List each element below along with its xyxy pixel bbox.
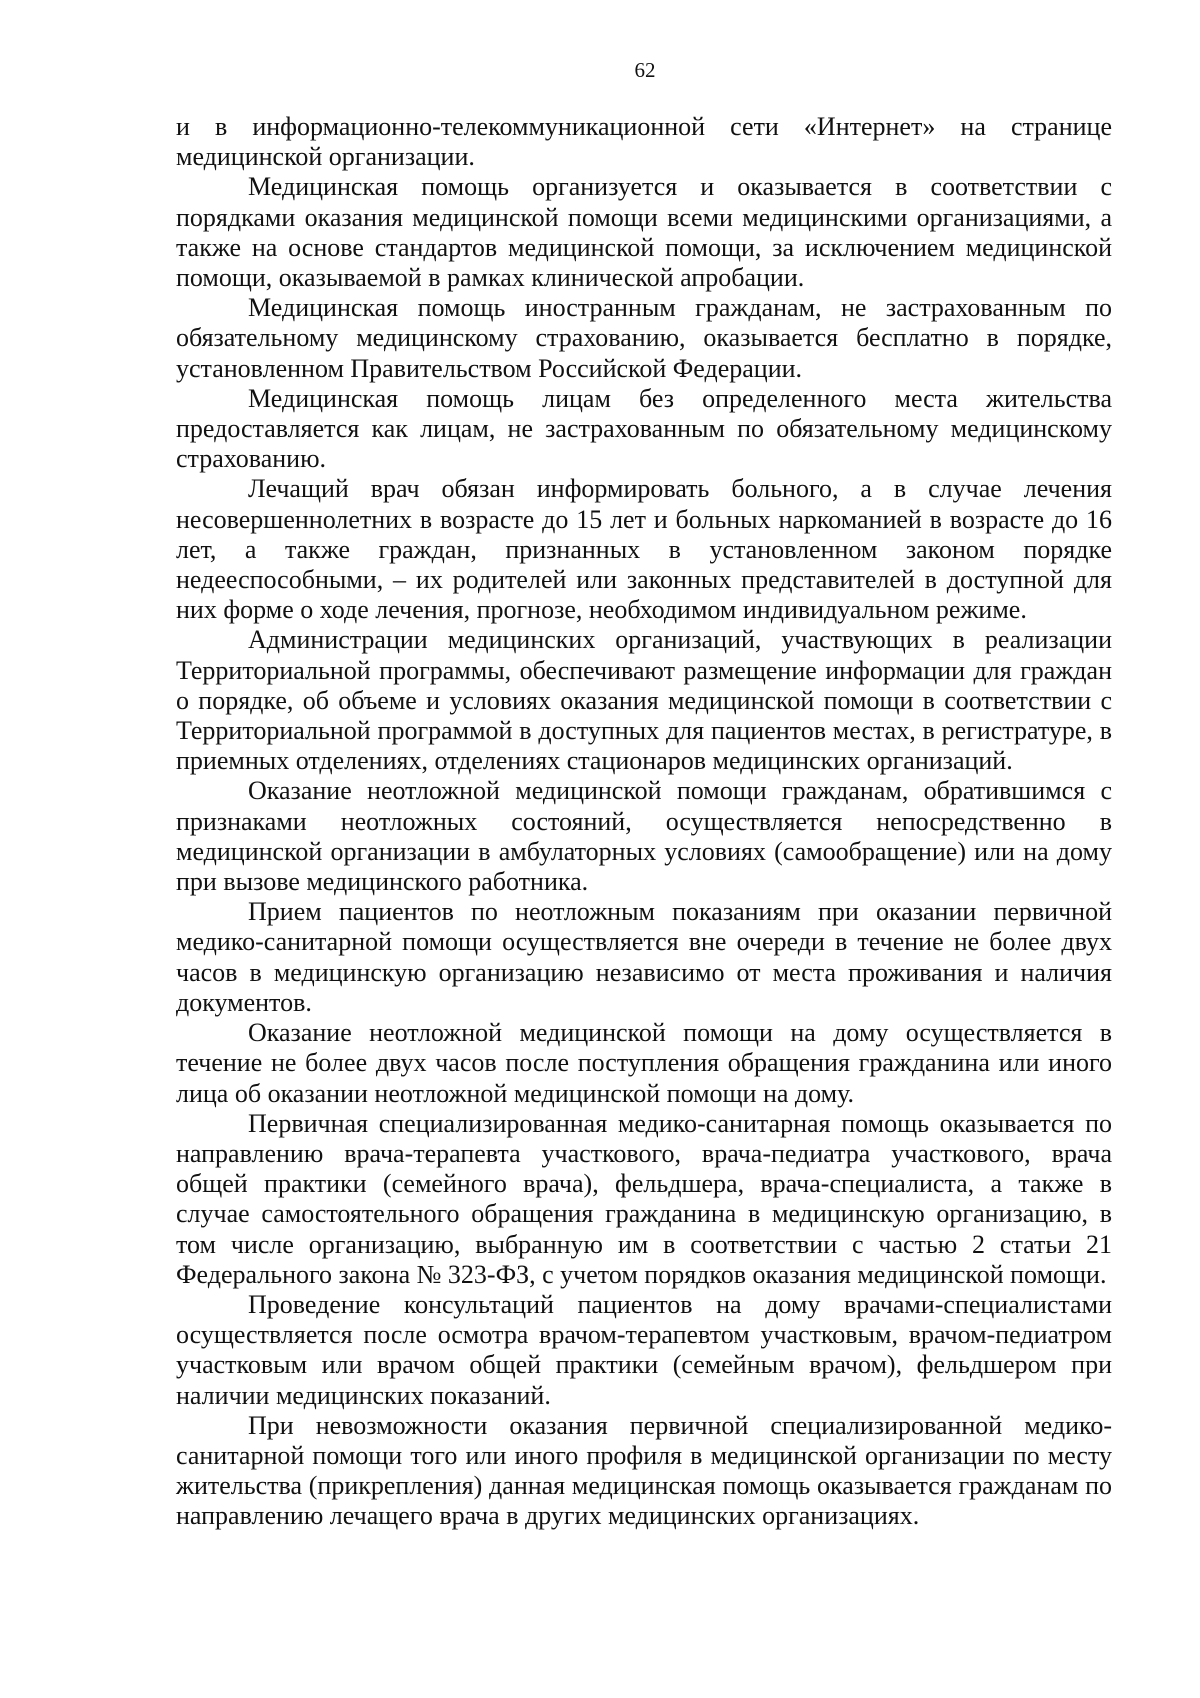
paragraph: Оказание неотложной медицинской помощи гражданам, обратившимся с признаками неотложных состояний, осуществляется непосредственно в медицинской организации в амбулаторных условиях (самообращение) или на дому при вызове медицинского работника. bbox=[176, 776, 1112, 897]
paragraph: Первичная специализированная медико-санитарная помощь оказывается по направлению врача-терапевта участкового, врача-педиатра участкового, врача общей практики (семейного врача), фельдшера, врача-специалиста, а также в случае самостоятельного обращения гражданина в медицинскую организацию, в том числе организацию, выбранную им в соответствии с частью 2 статьи 21 Федерального закона № 323-ФЗ, с учетом порядков оказания медицинской помощи. bbox=[176, 1108, 1112, 1289]
paragraph: При невозможности оказания первичной специализированной медико-санитарной помощи того или иного профиля в медицинской организации по месту жительства (прикрепления) данная медицинская помощь оказывается гражданам по направлению лечащего врача в других медицинских организациях. bbox=[176, 1410, 1112, 1531]
paragraph-continuation: и в информационно-телекоммуникационной сети «Интернет» на странице медицинской организации. bbox=[176, 112, 1112, 172]
paragraph: Медицинская помощь лицам без определенного места жительства предоставляется как лицам, не застрахованным по обязательному медицинскому страхованию. bbox=[176, 383, 1112, 474]
paragraph: Медицинская помощь иностранным гражданам, не застрахованным по обязательному медицинскому страхованию, оказывается бесплатно в порядке, установленном Правительством Российской Федерации. bbox=[176, 293, 1112, 383]
document-body bbox=[176, 112, 1112, 1532]
paragraph: Лечащий врач обязан информировать больного, а в случае лечения несовершеннолетних в возрасте до 15 лет и больных наркоманией в возрасте до 16 лет, а также граждан, признанных в установленном законом порядке недееспособными, – их родителей или законных представителей в доступной для них форме о ходе лечения, прогнозе, необходимом индивидуальном режиме. bbox=[176, 474, 1112, 625]
paragraph: Администрации медицинских организаций, участвующих в реализации Территориальной программы, обеспечивают размещение информации для граждан о порядке, об объеме и условиях оказания медицинской помощи в соответствии с Территориальной программой в доступных для пациентов местах, в регистратуре, в приемных отделениях, отделениях стационаров медицинских организаций. bbox=[176, 625, 1112, 776]
paragraph: Прием пациентов по неотложным показаниям при оказании первичной медико-санитарной помощи осуществляется вне очереди в течение не более двух часов в медицинскую организацию независимо от места проживания и наличия документов. bbox=[176, 897, 1112, 1017]
paragraph: Проведение консультаций пациентов на дому врачами-специалистами осуществляется после осмотра врачом-терапевтом участковым, врачом-педиатром участковым или врачом общей практики (семейным врачом), фельдшером при наличии медицинских показаний. bbox=[176, 1289, 1112, 1410]
paragraph: Медицинская помощь организуется и оказывается в соответствии с порядками оказания медицинской помощи всеми медицинскими организациями, а также на основе стандартов медицинской помощи, за исключением медицинской помощи, оказываемой в рамках клинической апробации. bbox=[176, 172, 1112, 293]
paragraph: Оказание неотложной медицинской помощи на дому осуществляется в течение не более двух часов после поступления обращения гражданина или иного лица об оказании неотложной медицинской помощи на дому. bbox=[176, 1018, 1112, 1108]
page-number: 62 bbox=[634, 58, 656, 82]
